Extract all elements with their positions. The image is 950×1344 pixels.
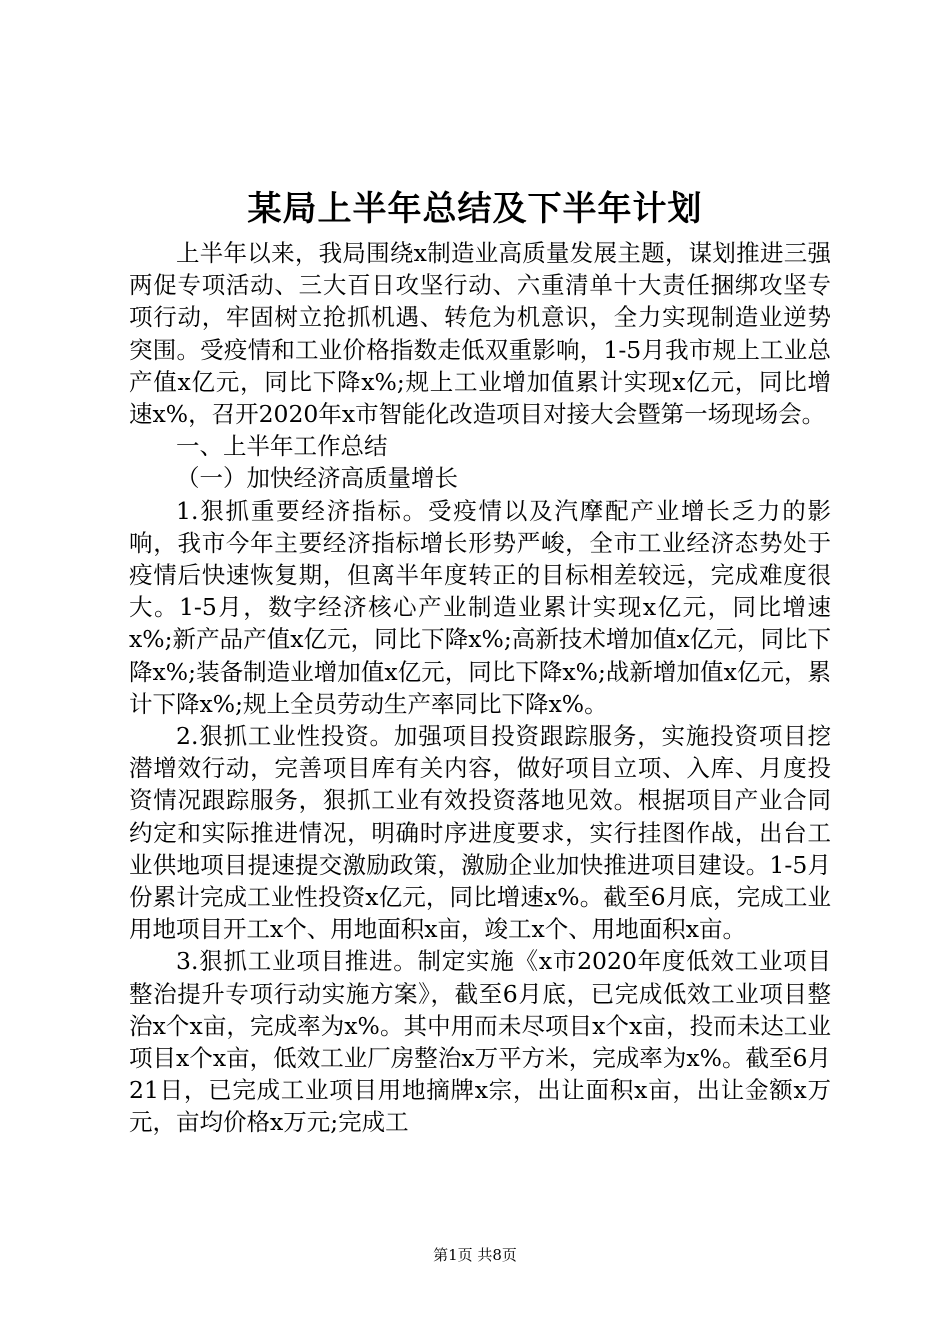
paragraph-item-1: 1.狠抓重要经济指标。受疫情以及汽摩配产业增长乏力的影响，我市今年主要经济指标增长形势严峻，全市工业经济态势处于疫情后快速恢复期，但离半年度转正的目标相差较远，完成难度很大。1-5月，数字经济核心产业制造业累计实现x亿元，同比增速x%;新产品产值x亿元，同比下降x%;高新技术增加值x亿元，同比下降x%;装备制造业增加值x亿元，同比下降x%;战新增加值x亿元，累计下降x%;规上全员劳动生产率同比下降x%。 [129, 496, 831, 718]
paragraph-item-3: 3.狠抓工业项目推进。制定实施《x市2020年度低效工业项目整治提升专项行动实施方案》，截至6月底，已完成低效工业项目整治x个x亩，完成率为x%。其中用而未尽项目x个x亩，投而未达工业项目x个x亩，低效工业厂房整治x万平方米，完成率为x%。截至6月21日，已完成工业项目用地摘牌x宗，出让面积x亩，出让金额x万元，亩均价格x万元;完成工 [129, 947, 831, 1137]
document-title: 某局上半年总结及下半年计划 [247, 189, 703, 229]
paragraph-item-2: 2.狠抓工业性投资。加强项目投资跟踪服务，实施投资项目挖潜增效行动，完善项目库有关内容，做好项目立项、入库、月度投资情况跟踪服务，狠抓工业有效投资落地见效。根据项目产业合同约定和实际推进情况，明确时序进度要求，实行挂图作战，出台工业供地项目提速提交激励政策，激励企业加快推进项目建设。1-5月份累计完成工业性投资x亿元，同比增速x%。截至6月底，完成工业用地项目开工x个、用地面积x亩，竣工x个、用地面积x亩。 [129, 722, 831, 944]
document-body [129, 237, 831, 1139]
intro-paragraph: 上半年以来，我局围绕x制造业高质量发展主题，谋划推进三强两促专项活动、三大百日攻坚行动、六重清单十大责任捆绑攻坚专项行动，牢固树立抢抓机遇、转危为机意识，全力实现制造业逆势突围。受疫情和工业价格指数走低双重影响，1-5月我市规上工业总产值x亿元，同比下降x%;规上工业增加值累计实现x亿元，同比增速x%，召开2020年x市智能化改造项目对接大会暨第一场现场会。 [129, 239, 831, 429]
subsection-heading: （一）加快经济高质量增长 [176, 464, 458, 493]
page-footer: 第1页 共8页 [433, 1246, 517, 1264]
section-heading: 一、上半年工作总结 [176, 432, 388, 461]
